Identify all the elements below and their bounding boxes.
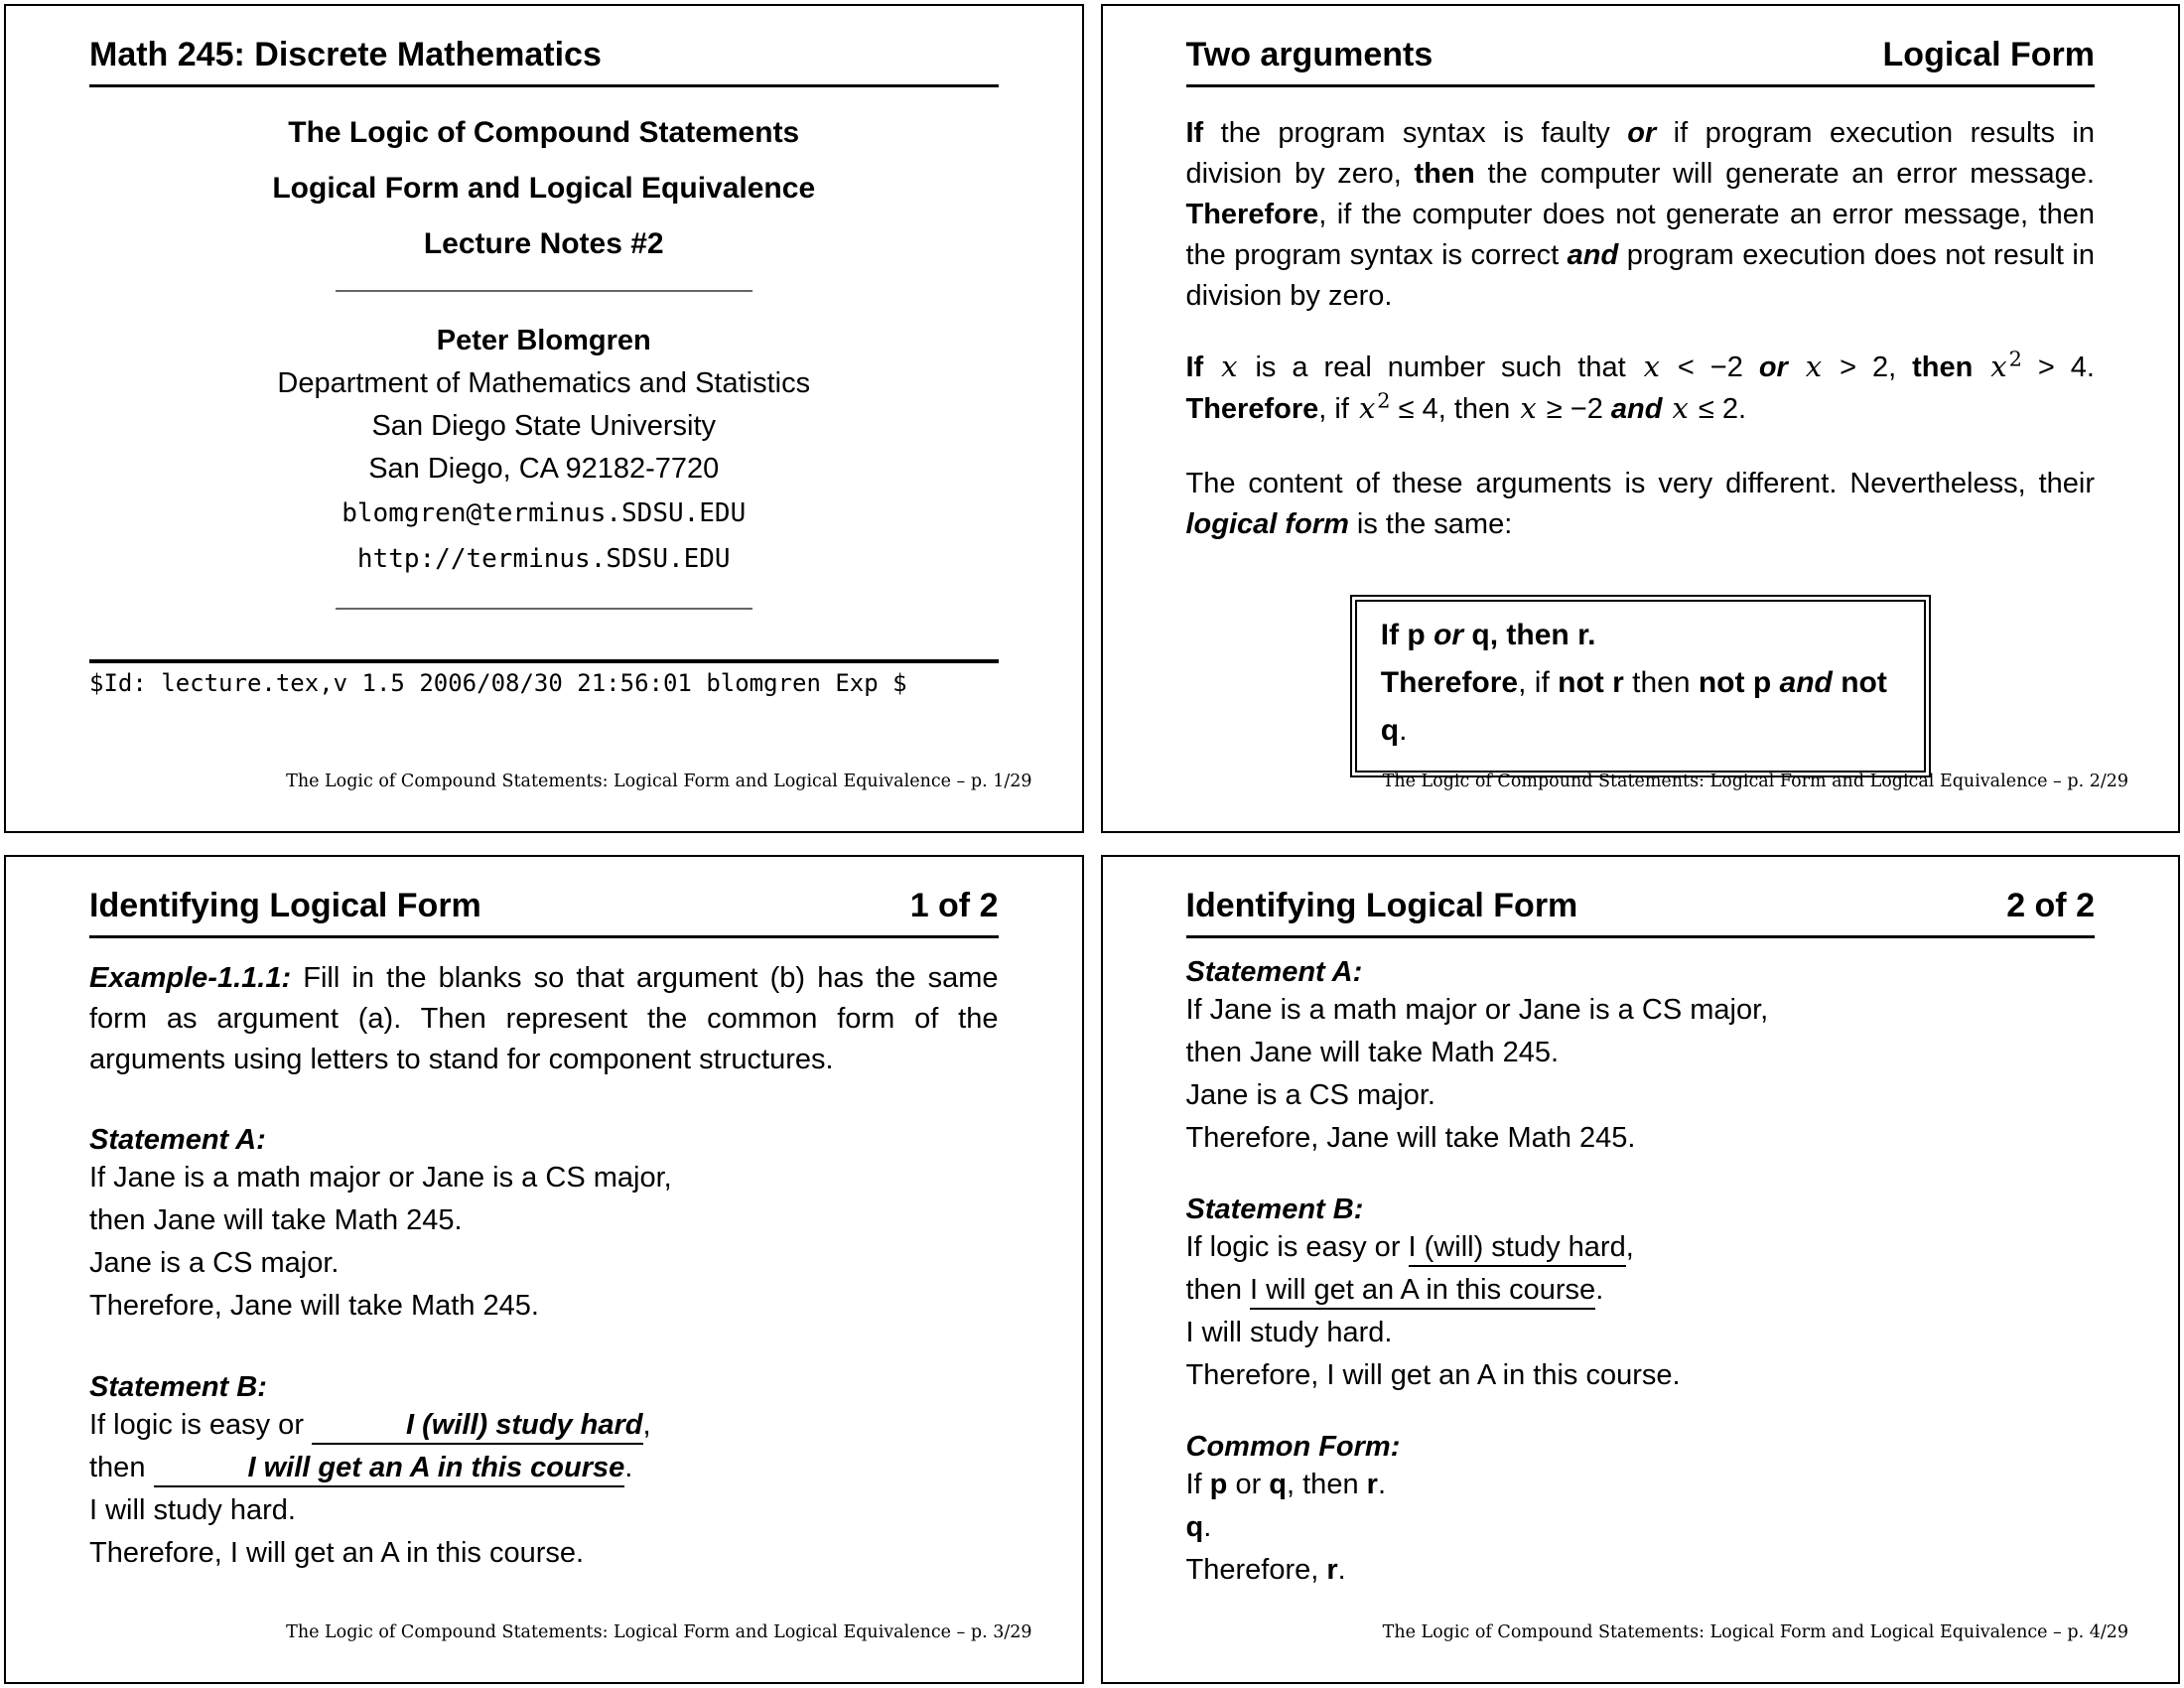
page-footer: The Logic of Compound Statements: Logical Form and Logical Equivalence – p. 3/29 <box>286 1622 1032 1642</box>
slide-1-title: Math 245: Discrete Mathematics <box>89 36 602 73</box>
statement-a-label: Statement A: <box>1185 956 1363 988</box>
slide-4-title: Identifying Logical Form <box>1185 887 1578 924</box>
statement-a-line-3: Jane is a CS major. <box>1185 1079 1435 1111</box>
slide-3-pagination: 1 of 2 <box>909 887 999 924</box>
affiliation-address: San Diego, CA 92182-7720 <box>368 453 720 485</box>
slide-2 <box>1101 4 2181 833</box>
lecture-topic: Logical Form and Logical Equivalence <box>272 172 816 205</box>
example-paragraph: Example-1.1.1: Fill in the blanks so that argument (b) has the same form as argument (a). Then represent the common form of the arguments using letters to stand for component structures. <box>89 962 999 1075</box>
lecture-number: Lecture Notes #2 <box>423 227 664 260</box>
statement-b-label: Statement B: <box>1185 1194 1364 1225</box>
logical-form-box <box>1350 595 1931 777</box>
affiliation-department: Department of Mathematics and Statistics <box>277 367 811 399</box>
statement-b-line-2: then I will get an A in this course. <box>89 1447 999 1489</box>
statement-a-line-4: Therefore, Jane will take Math 245. <box>1185 1122 1636 1154</box>
statement-a-line-4: Therefore, Jane will take Math 245. <box>89 1290 539 1322</box>
argument-real-number: If x is a real number such that x < −2 or x > 2, then $x^2 > 4$. Therefore, if $x^2 \le 4$, then x ≥ −2 and x ≤ 2. <box>1185 347 2095 425</box>
statement-b-line-1: If logic is easy or I (will) study hard, <box>1186 1226 2096 1269</box>
statement-b-line-4: Therefore, I will get an A in this course. <box>1185 1359 1681 1391</box>
statement-b-label: Statement B: <box>89 1371 267 1403</box>
statement-a-line-1: If Jane is a math major or Jane is a CS major, <box>89 1162 672 1194</box>
slide-3-title: Identifying Logical Form <box>89 887 481 924</box>
divider-rule-top <box>336 290 752 292</box>
logical-form-box-inner <box>1355 600 1926 773</box>
common-form-label: Common Form: <box>1185 1431 1401 1463</box>
statement-a-line-2: then Jane will take Math 245. <box>1185 1037 1560 1068</box>
author-email: blomgren@terminus.SDSU.EDU <box>341 498 747 528</box>
common-form-line-3: Therefore, r. <box>1185 1554 1346 1586</box>
author-url: http://terminus.SDSU.EDU <box>356 544 731 574</box>
slide-1-header <box>89 36 999 87</box>
commentary-text: The content of these arguments is very different. Nevertheless, their logical form is the same: <box>1185 468 2095 540</box>
statement-b-line-3: I will study hard. <box>89 1494 296 1526</box>
slide-2-header <box>1186 36 2096 87</box>
statement-a-label: Statement A: <box>89 1124 266 1156</box>
page-footer: The Logic of Compound Statements: Logical Form and Logical Equivalence – p. 4/29 <box>1382 1622 2128 1642</box>
logical-form-line-1: If p or q, then r. <box>1380 619 1596 651</box>
statement-b-line-1: If logic is easy or I (will) study hard, <box>89 1404 999 1447</box>
page-footer: The Logic of Compound Statements: Logical Form and Logical Equivalence – p. 1/29 <box>286 772 1032 791</box>
slide-3 <box>4 855 1084 1684</box>
author-name: Peter Blomgren <box>436 325 651 356</box>
page-footer: The Logic of Compound Statements: Logical Form and Logical Equivalence – p. 2/29 <box>1382 772 2128 791</box>
revision-rule <box>89 659 999 663</box>
slide-4 <box>1101 855 2181 1684</box>
title-block <box>89 113 999 610</box>
affiliation-university: San Diego State University <box>371 410 717 442</box>
logical-form-line-2: Therefore, if not r then not p and not q. <box>1380 666 1887 747</box>
slide-2-title: Two arguments <box>1185 36 1433 73</box>
slide-3-header <box>89 887 999 938</box>
statement-a-line-3: Jane is a CS major. <box>89 1247 340 1279</box>
statement-a-line-1: If Jane is a math major or Jane is a CS major, <box>1185 994 1769 1026</box>
statement-a-line-2: then Jane will take Math 245. <box>89 1204 463 1236</box>
slide-4-header <box>1186 887 2096 938</box>
statement-b-line-2: then I will get an A in this course. <box>1186 1269 2096 1312</box>
statement-b-line-4: Therefore, I will get an A in this course. <box>89 1537 585 1569</box>
common-form-line-2: q. <box>1185 1511 1212 1543</box>
slide-4-pagination: 2 of 2 <box>2006 887 2095 924</box>
revision-id: $Id: lecture.tex,v 1.5 2006/08/30 21:56:01 blomgren Exp $ <box>89 669 907 697</box>
common-form-line-1: If p or q, then r. <box>1185 1469 1386 1500</box>
divider-rule-bottom <box>336 608 752 610</box>
statement-b-line-3: I will study hard. <box>1185 1317 1393 1348</box>
course-topic: The Logic of Compound Statements <box>288 116 800 149</box>
slide-2-subtitle: Logical Form <box>1882 36 2095 73</box>
argument-program-syntax: If the program syntax is faulty or if program execution results in division by zero, then the computer will generate an error message. Therefore, if the computer does not generate an error message, then the program syntax is correct and program execution does not result in division by zero. <box>1185 117 2095 312</box>
slide-1 <box>4 4 1084 833</box>
